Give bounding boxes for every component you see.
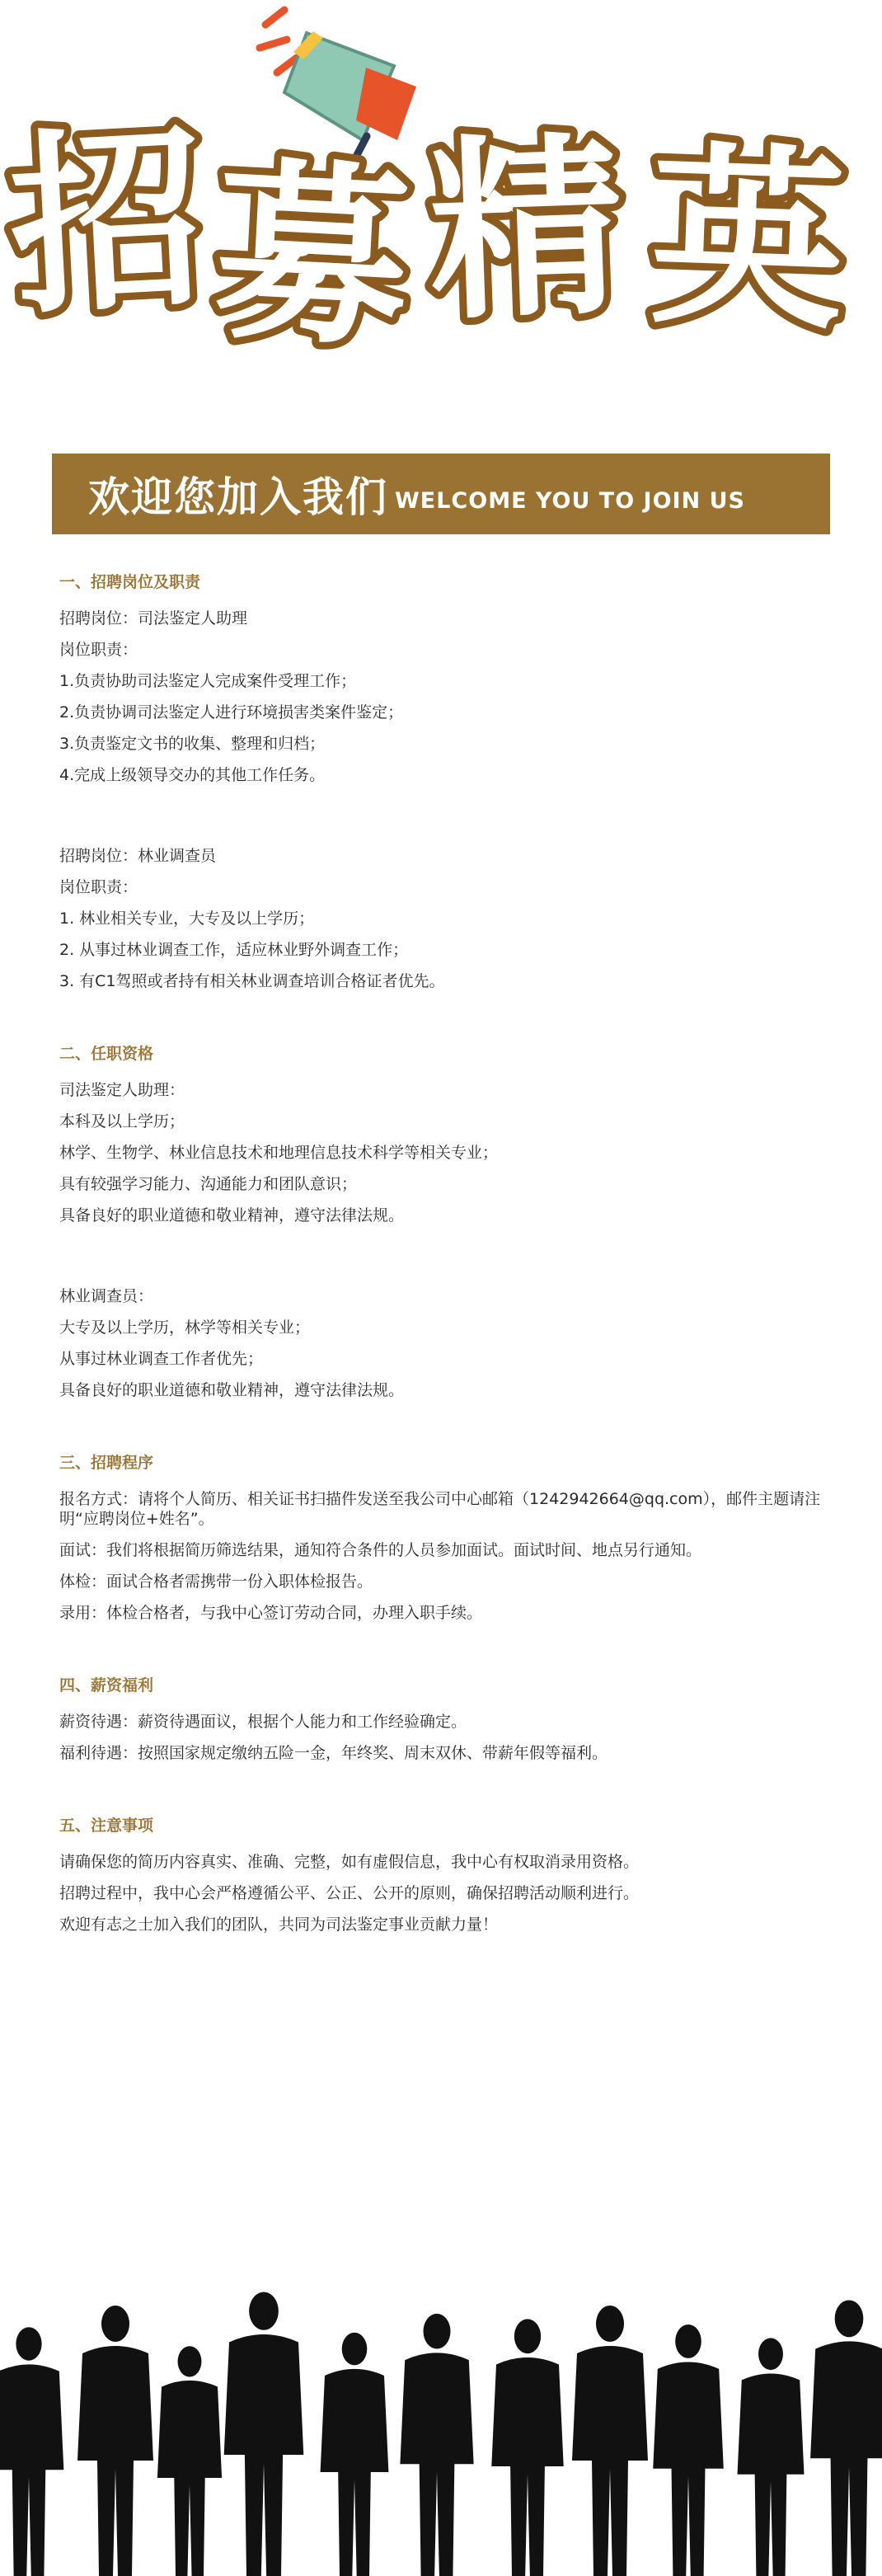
recruitment-content	[59, 564, 834, 1946]
content-line: 欢迎有志之士加入我们的团队，共同为司法鉴定事业贡献力量！	[59, 1916, 499, 1934]
content-line: 1. 林业相关专业，大专及以上学历；	[59, 910, 315, 928]
content-line: 大专及以上学历，林学等相关专业；	[59, 1319, 311, 1337]
content-line: 具备良好的职业道德和敬业精神，遵守法律法规。	[59, 1381, 405, 1399]
content-line: 司法鉴定人助理：	[59, 1081, 185, 1099]
person-silhouette	[491, 2319, 563, 2576]
person-silhouette	[810, 2300, 882, 2576]
content-line: 招聘岗位：司法鉴定人助理	[59, 609, 248, 628]
section-title: 二、任职资格	[59, 1045, 154, 1063]
person-silhouette	[572, 2306, 648, 2576]
content-line: 具备良好的职业道德和敬业精神，遵守法律法规。	[59, 1206, 405, 1225]
person-silhouette	[400, 2314, 473, 2576]
content-line: 2. 从事过林业调查工作，适应林业野外调查工作；	[59, 941, 409, 959]
hero-char-1: 招	[4, 106, 210, 341]
section-title: 一、招聘岗位及职责	[59, 573, 201, 591]
content-line: 1.负责协助司法鉴定人完成案件受理工作；	[59, 672, 357, 690]
hero-char-3: 精	[425, 115, 627, 347]
content-line: 请确保您的简历内容真实、准确、完整，如有虚假信息，我中心有权取消录用资格。	[59, 1853, 640, 1871]
welcome-title: 欢迎您加入我们	[88, 473, 388, 521]
hero-char-2: 募	[209, 139, 415, 374]
content-line: 面试：我们将根据简历筛选结果，通知符合条件的人员参加面试。面试时间、地点另行通知。	[59, 1541, 702, 1559]
person-silhouette	[0, 2327, 63, 2576]
person-silhouette	[224, 2292, 304, 2576]
section-title: 五、注意事项	[59, 1817, 154, 1835]
content-line: 3. 有C1驾照或者持有相关林业调查培训合格证者优先。	[59, 972, 445, 990]
section-title: 三、招聘程序	[59, 1454, 154, 1472]
hero-char-4: 英	[646, 125, 848, 357]
content-line: 具有较强学习能力、沟通能力和团队意识；	[59, 1175, 358, 1193]
megaphone-icon	[260, 10, 416, 157]
welcome-banner	[52, 454, 830, 534]
person-silhouette	[321, 2333, 389, 2576]
content-line: 福利待遇：按照国家规定缴纳五险一金，年终奖、周末双休、带薪年假等福利。	[59, 1744, 608, 1762]
content-line: 4.完成上级领导交办的其他工作任务。	[59, 766, 326, 784]
people-silhouettes	[0, 2279, 882, 2576]
welcome-subtitle: WELCOME YOU TO JOIN US	[395, 487, 745, 514]
content-line: 从事过林业调查工作者优先；	[59, 1350, 264, 1368]
content-line: 岗位职责：	[59, 878, 138, 896]
content-line: 录用：体检合格者，与我中心签订劳动合同，办理入职手续。	[59, 1604, 483, 1622]
content-line: 3.负责鉴定文书的收集、整理和归档；	[59, 735, 326, 753]
section-title: 四、薪资福利	[59, 1676, 154, 1695]
person-silhouette	[77, 2306, 153, 2576]
content-line: 岗位职责：	[59, 641, 138, 659]
content-line: 报名方式：请将个人简历、相关证书扫描件发送至我公司中心邮箱（1242942664@qq.com），邮件主题请注明“应聘岗位+姓名”。	[59, 1490, 821, 1528]
content-line: 招聘岗位：林业调查员	[59, 847, 217, 865]
content-line: 2.负责协调司法鉴定人进行环境损害类案件鉴定；	[59, 703, 404, 722]
content-line: 本科及以上学历；	[59, 1112, 185, 1131]
person-silhouette	[157, 2346, 222, 2576]
content-line: 薪资待遇：薪资待遇面议，根据个人能力和工作经验确定。	[59, 1713, 467, 1731]
content-line: 体检：面试合格者需携带一份入职体检报告。	[59, 1572, 373, 1591]
person-silhouette	[653, 2325, 724, 2576]
content-line: 林学、生物学、林业信息技术和地理信息技术科学等相关专业；	[59, 1144, 499, 1162]
content-line: 林业调查员：	[59, 1287, 154, 1305]
person-silhouette	[738, 2338, 805, 2576]
hero-title	[0, 0, 882, 388]
content-line: 招聘过程中，我中心会严格遵循公平、公正、公开的原则，确保招聘活动顺利进行。	[59, 1884, 640, 1902]
